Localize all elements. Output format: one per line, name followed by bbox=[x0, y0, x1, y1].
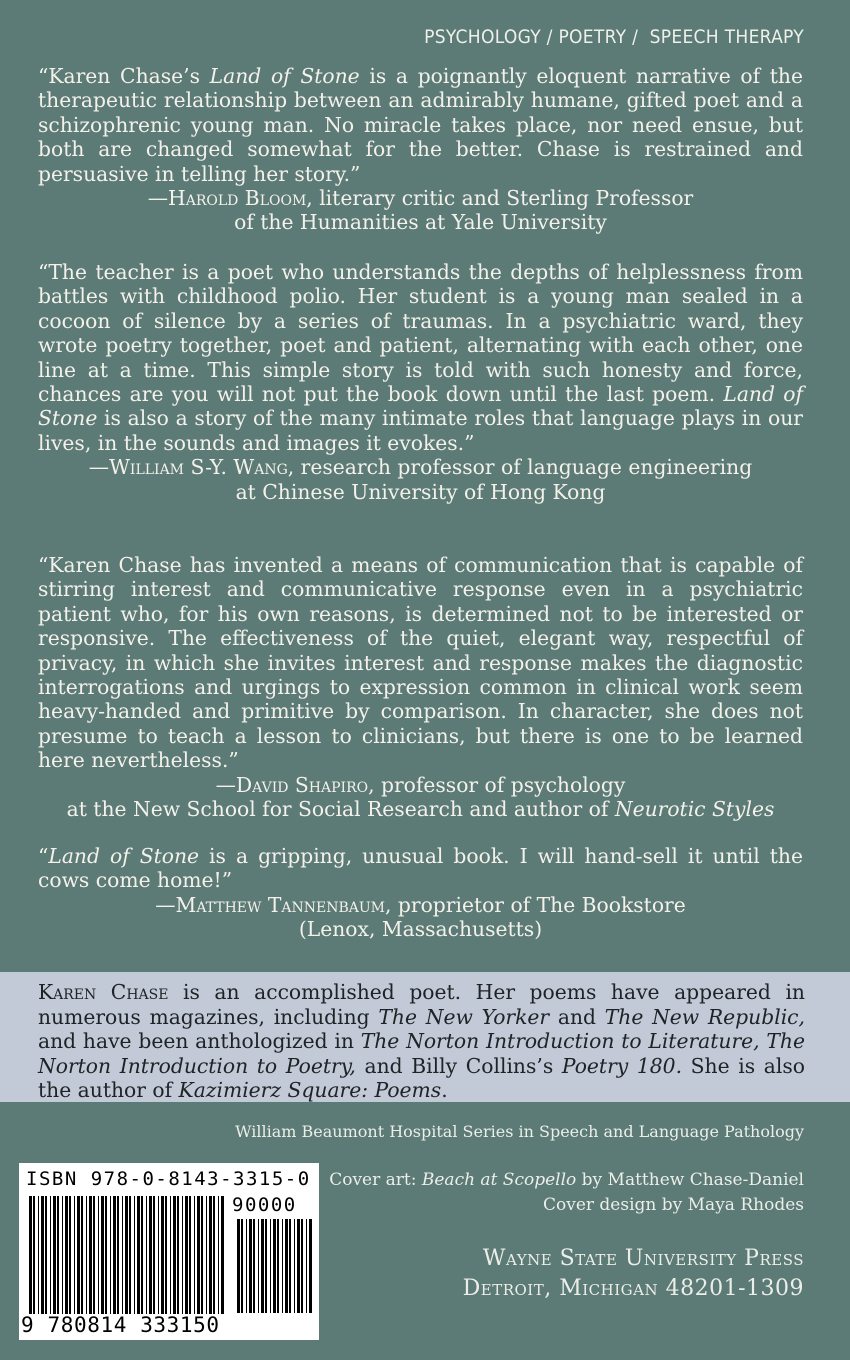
quote-attribution: —William S-Y. Wang, research professor of language engineering bbox=[88, 455, 753, 480]
barcode-digits: 9 780814 333150 bbox=[21, 1313, 220, 1337]
addon-barcode-bars bbox=[237, 1219, 313, 1313]
quote-attribution: —Matthew Tannenbaum, proprietor of The Bookstore bbox=[155, 892, 686, 917]
cover-credits bbox=[329, 1168, 804, 1218]
series-name: William Beaumont Hospital Series in Speech and Language Pathology bbox=[235, 1122, 804, 1141]
quote-attribution-line2: at Chinese University of Hong Kong bbox=[235, 479, 606, 504]
reviewer-name: William S-Y. Wang bbox=[109, 455, 288, 480]
author-name: Karen Chase bbox=[38, 980, 169, 1004]
cover-art-credit: Cover art: Beach at Scopello by Matthew Chase-Daniel bbox=[329, 1170, 804, 1190]
barcode-bars bbox=[29, 1196, 225, 1314]
publisher bbox=[463, 1244, 804, 1304]
quote-text: “Karen Chase has invented a means of communication that is capable of stirring interest and communicative response even in a psychiatric patient who, for his own reasons, is determined not to be interested or responsive. The effectiveness of the quiet, elegant way, respectful of privacy, in which she invites interest and response makes the diagnostic interrogations and urgings to expression common in clinical work seem heavy-handed and primitive by comparison. In character, she does not presume to teach a lesson to clinicians, but there is one to be learned here nevertheless.” bbox=[38, 553, 803, 773]
quote-text: “Karen Chase’s Land of Stone is a poignantly eloquent narrative of the therapeutic relationship between an admirably humane, gifted poet and a schizophrenic young man. No miracle takes place, nor need ensue, but both are changed somewhat for the better. Chase is restrained and persuasive in telling her story.” bbox=[38, 64, 803, 186]
quote-text: “Land of Stone is a gripping, unusual book. I will hand-sell it until the cows come home!” bbox=[38, 844, 803, 893]
category-label: PSYCHOLOGY / POETRY / SPEECH THERAPY bbox=[424, 26, 804, 48]
book-title: Neurotic Styles bbox=[614, 797, 775, 822]
reviewer-name: Matthew Tannenbaum bbox=[175, 892, 385, 917]
review-quote-shapiro bbox=[38, 553, 803, 821]
cover-design-credit: Cover design by Maya Rhodes bbox=[542, 1195, 804, 1215]
quote-attribution-line2: of the Humanities at Yale University bbox=[234, 210, 607, 235]
review-quote-bloom bbox=[38, 64, 803, 235]
book-title: Land of Stone bbox=[48, 844, 200, 868]
quote-text: “The teacher is a poet who understands the depths of helplessness from battles with childhood polio. Her student is a young man sealed in a cocoon of silence by a series of traumas. In a psychiatric ward, they wrote poetry together, poet and patient, alternating with each other, one line at a time. This simple story is told with such honesty and force, chances are you will not put the book down until the last poem. Land of Stone is also a story of the many intimate roles that language plays in our lives, in the sounds and images it evokes.” bbox=[38, 260, 803, 455]
reviewer-name: David Shapiro bbox=[235, 772, 369, 797]
quote-attribution: —Harold Bloom, literary critic and Sterling Professor bbox=[147, 186, 694, 211]
book-title: Land of Stone bbox=[38, 382, 803, 431]
review-quote-wang bbox=[38, 260, 803, 504]
book-title: Land of Stone bbox=[209, 64, 360, 88]
quote-attribution-line2: at the New School for Social Research and author of Neurotic Styles bbox=[66, 797, 775, 822]
isbn-number: ISBN 978-0-8143-3315-0 bbox=[26, 1168, 311, 1190]
quote-attribution-line2: (Lenox, Massachusetts) bbox=[298, 917, 543, 942]
isbn-barcode bbox=[19, 1163, 319, 1340]
author-bio: Karen Chase is an accomplished poet. Her poems have appeared in numerous magazines, including The New Yorker and The New Republic, and have been anthologized in The Norton Introduction to Literature, The Norton Introduction to Poetry, and Billy Collins’s Poetry 180. She is also the author of Kazimierz Square: Poems. bbox=[0, 972, 850, 1102]
publisher-address: Detroit, Michigan 48201-1309 bbox=[462, 1276, 804, 1301]
price-code: 90000 bbox=[232, 1194, 297, 1216]
reviewer-name: Harold Bloom bbox=[168, 186, 307, 211]
publisher-name: Wayne State University Press bbox=[482, 1246, 804, 1271]
quote-attribution: —David Shapiro, professor of psychology bbox=[215, 772, 626, 797]
review-quote-tannenbaum bbox=[38, 844, 803, 942]
